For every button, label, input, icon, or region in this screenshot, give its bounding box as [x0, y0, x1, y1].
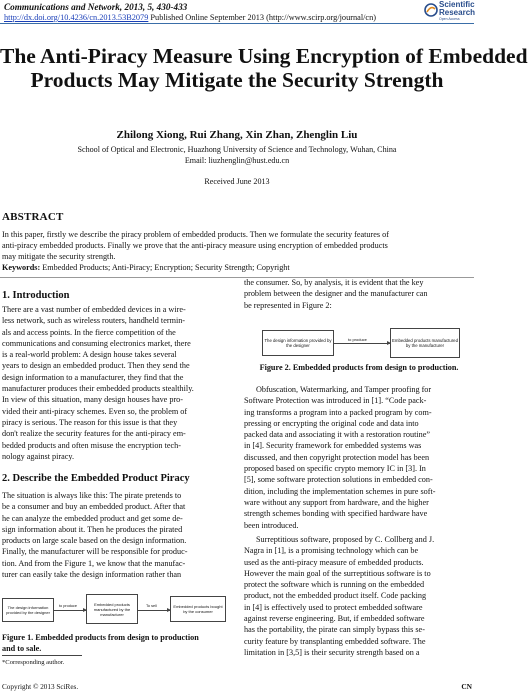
- doi-line: [4, 13, 444, 23]
- figure-1-caption: Figure 1. Embedded products from design to production and to sale.: [2, 633, 199, 653]
- header-rule: [0, 23, 474, 24]
- title-line: The Anti-Piracy Measure Using Encryption of Embedded: [0, 44, 528, 68]
- fig1-arrow-sell: [138, 610, 170, 611]
- section-heading-piracy: 2. Describe the Embedded Product Piracy: [2, 473, 190, 484]
- surreptitious-software-paragraph: Surreptitious software, proposed by C. Collberg and J. Nagra in [1], is a promising technology which can be used as the anti-piracy measure of embedded products. However the main goal of the surreptitious software is to protect the software which is running on the embedded product, not the embedded product itself. Code packing in [4] is effectively used to protect embedded software against reverse engineering. But, if embedded software has the portability, the pirate can simply bypass this se- curity feature by transplanting embedded software. The limitation in [3,5] is their security strength based on a: [244, 535, 435, 657]
- author-list: Zhilong Xiong, Rui Zhang, Xin Zhan, Zhenglin Liu: [116, 129, 358, 141]
- keywords-label: Keywords:: [2, 263, 41, 272]
- footnote: *Corresponding author.: [2, 659, 65, 666]
- fig2-arrow-label: to produce: [348, 337, 367, 342]
- received-date: Received June 2013: [204, 177, 270, 186]
- abstract-heading: ABSTRACT: [2, 211, 64, 223]
- right-column-intro: the consumer. So, by analysis, it is evident that the key problem between the designer and the manufacturer can be represented in Figure 2:: [244, 278, 428, 310]
- doi-link[interactable]: http://dx.doi.org/10.4236/cn.2013.53B2079: [4, 13, 149, 22]
- keywords: [2, 262, 472, 273]
- fig1-manufacturer-box: Embedded products manufactured by the manufacturer: [86, 594, 138, 624]
- abstract-text: In this paper, firstly we describe the piracy problem of embedded products. Then we formulate the security features of anti-piracy embedded products. Finally we prove that the anti-piracy measure using encryption of embedded products may mitigate the security strength.: [2, 230, 389, 261]
- logo-swirl-icon: [424, 3, 438, 17]
- paper-title: [0, 44, 528, 92]
- fig1-design-box: The design information provided by the designer: [2, 598, 54, 622]
- fig1-arrow-produce: [54, 610, 86, 611]
- fig2-arrow-produce: [334, 343, 390, 344]
- copyright: Copyright © 2013 SciRes.: [2, 683, 79, 691]
- introduction-paragraph: There are a vast number of embedded devices in a wire- less network, such as wireless routers, handheld termin- als and access points. In the fierce competition of the communications and consuming electronics market, there is a real-world problem: A design house takes several years to design an embedded product. Then they send the design information to a manufacturer, they find that the manufacturer produces their embedded products stealthily. In view of this situation, many design houses have pro- vided their anti-piracy schemes. Even so, the problem of piracy is serious. The reason for this issue is that they don't realize the security features for the anti-piracy em- bedded products and often misuse the encryption tech- nology against piracy.: [2, 305, 194, 461]
- affiliation: School of Optical and Electronic, Huazhong University of Science and Technology, Wuhan, China: [77, 145, 397, 154]
- logo-subline: Open Access: [439, 17, 460, 21]
- related-work-paragraph: Obfuscation, Watermarking, and Tamper proofing for Software Protection was introduced in [1]. “Code pack- ing transforms a program into a packed program by com- pressing or encrypting the original code and data into packed data and associating it with a restoration routine” in [4]. Security framework for embedded systems was discussed, and then copyright protection model has been proposed based on specific crypto memory IC in [3]. In [5], some software protection solutions in embedded con- dition, including the implementation schemes in pure soft- ware without any support from hardware, and the higher strength schemes bonding with specified hardware have been introduced.: [244, 385, 436, 530]
- fig1-consumer-box: Embedded products bought by the consumer: [170, 596, 226, 622]
- fig1-arrow-label: to produce: [59, 604, 77, 608]
- journal-citation: Communications and Network, 2013, 5, 430-433: [4, 2, 188, 12]
- running-header: [4, 2, 444, 23]
- figure-2: [262, 328, 462, 358]
- section-heading-introduction: 1. Introduction: [2, 290, 70, 301]
- keywords-text: Embedded Products; Anti-Piracy; Encryption; Security Strength; Copyright: [40, 263, 290, 272]
- published-info: Published Online September 2013 (http://www.scirp.org/journal/cn): [148, 13, 377, 22]
- footnote-rule: [2, 655, 82, 656]
- fig1-arrow-label: To sell: [146, 604, 157, 608]
- journal-page-label: CN: [461, 682, 472, 691]
- publisher-logo: [424, 0, 474, 22]
- figure-1: [2, 592, 228, 628]
- logo-wordmark: Scientific Research: [439, 0, 476, 17]
- title-line: Products May Mitigate the Security Strength: [30, 68, 444, 92]
- piracy-paragraph: The situation is always like this: The pirate pretends to be a consumer and buy an embedded product. After that he can analyze the embedded product and get some de- sign information about it. Then he produces the pirated products on large scale based on the design information. Finally, the manufacturer will be responsible for produc- tion. And from the Figure 1, we know that the manufac- turer can easily take the design information rather than: [2, 491, 188, 580]
- fig2-manufacturer-box: Embedded products manufactured by the manufacturer: [390, 328, 460, 358]
- figure-2-caption: Figure 2. Embedded products from design to production.: [259, 363, 459, 372]
- contact-email[interactable]: Email: liuzhenglin@hust.edu.cn: [184, 156, 290, 165]
- fig2-design-box: The design information provided by the designer: [262, 330, 334, 356]
